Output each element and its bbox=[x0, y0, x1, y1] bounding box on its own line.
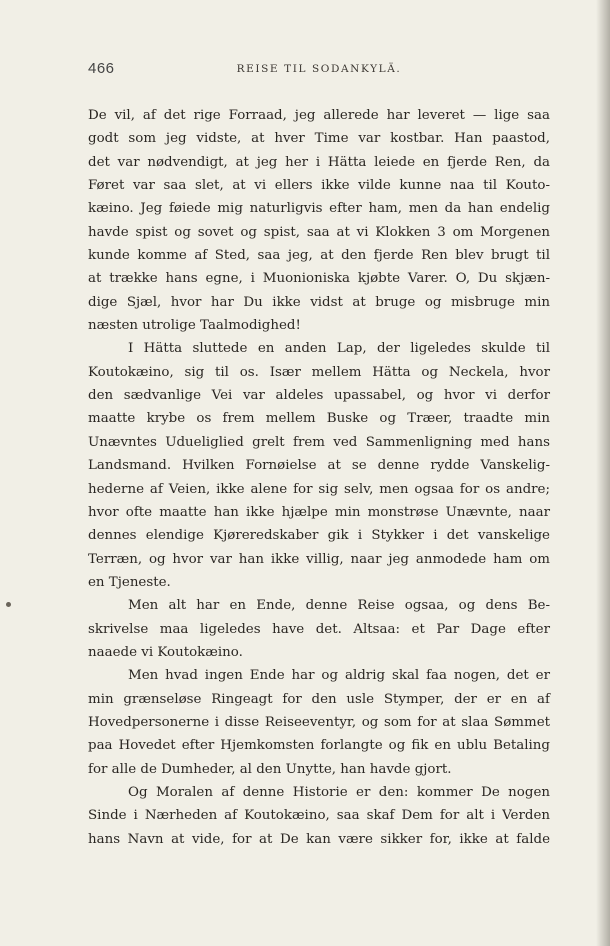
text-line: at trække hans egne, i Muonioniska kjøbte Varer. O, Du skjæn- bbox=[88, 271, 550, 287]
text-line: Men alt har en Ende, denne Reise ogsaa, og dens Be- bbox=[128, 598, 550, 614]
text-line: godt som jeg vidste, at hver Time var kostbar. Han paastod, bbox=[88, 131, 550, 147]
text-line: dennes elendige Kjøreredskaber gik i Stykker i det vanskelige bbox=[88, 528, 550, 544]
text-line: paa Hovedet efter Hjemkomsten forlangte og fik en ublu Betaling bbox=[88, 738, 550, 754]
page-number: 466 bbox=[88, 60, 115, 77]
text-line: Føret var saa slet, at vi ellers ikke vilde kunne naa til Kouto- bbox=[88, 178, 550, 194]
text-line: Terræn, og hvor var han ikke villig, naar jeg anmodede ham om bbox=[88, 551, 550, 567]
text-line: naaede vi Koutokæino. bbox=[88, 644, 243, 660]
text-line: kunde komme af Sted, saa jeg, at den fjerde Ren blev brugt til bbox=[88, 248, 550, 264]
text-line: hans Navn at vide, for at De kan være sikker for, ikke at falde bbox=[88, 831, 550, 847]
text-line: det var nødvendigt, at jeg her i Hätta leiede en fjerde Ren, da bbox=[88, 154, 550, 170]
text-line: hederne af Veien, ikke alene for sig selv, men ogsaa for os andre; bbox=[88, 481, 550, 497]
body-text bbox=[88, 104, 550, 851]
text-line: De vil, af det rige Forraad, jeg allerede har leveret — lige saa bbox=[88, 108, 550, 123]
margin-mark bbox=[6, 602, 11, 607]
text-line: Hovedpersonerne i disse Reiseeventyr, og som for at slaa Sømmet bbox=[88, 714, 550, 730]
text-line: kæino. Jeg føiede mig naturligvis efter ham, men da han endelig bbox=[88, 201, 550, 217]
text-line: næsten utrolige Taalmodighed! bbox=[88, 318, 301, 334]
text-line: den sædvanlige Vei var aldeles upassabel, og hvor vi derfor bbox=[88, 388, 550, 404]
running-title: REISE TIL SODANKYLÄ. bbox=[236, 63, 402, 75]
text-line: maatte krybe os frem mellem Buske og Træer, traadte min bbox=[88, 411, 550, 427]
text-line: I Hätta sluttede en anden Lap, der ligeledes skulde til bbox=[128, 341, 550, 357]
text-line: hvor ofte maatte han ikke hjælpe min monstrøse Unævnte, naar bbox=[88, 504, 550, 520]
text-line: dige Sjæl, hvor har Du ikke vidst at bruge og misbruge min bbox=[88, 294, 550, 310]
text-line: Sinde i Nærheden af Koutokæino, saa skaf Dem for alt i Verden bbox=[88, 808, 550, 824]
text-line: Men hvad ingen Ende har og aldrig skal faa nogen, det er bbox=[128, 668, 550, 684]
page-header bbox=[88, 60, 550, 82]
text-line: min grænseløse Ringeagt for den usle Stymper, der er en af bbox=[88, 691, 550, 707]
text-line: Unævntes Udueliglied grelt frem ved Sammenligning med hans bbox=[88, 434, 550, 450]
text-line: Koutokæino, sig til os. Især mellem Hätta og Neckela, hvor bbox=[88, 364, 550, 380]
text-line: Landsmand. Hvilken Fornøielse at se denne rydde Vanskelig- bbox=[88, 458, 550, 474]
text-line: en Tjeneste. bbox=[88, 574, 171, 590]
text-line: skrivelse maa ligeledes have det. Altsaa: et Par Dage efter bbox=[88, 621, 550, 637]
text-line: for alle de Dumheder, al den Unytte, han havde gjort. bbox=[88, 761, 452, 777]
page-edge-shadow bbox=[596, 0, 610, 946]
text-line: havde spist og sovet og spist, saa at vi Klokken 3 om Morgenen bbox=[88, 224, 550, 240]
text-line: Og Moralen af denne Historie er den: kommer De nogen bbox=[128, 784, 550, 800]
